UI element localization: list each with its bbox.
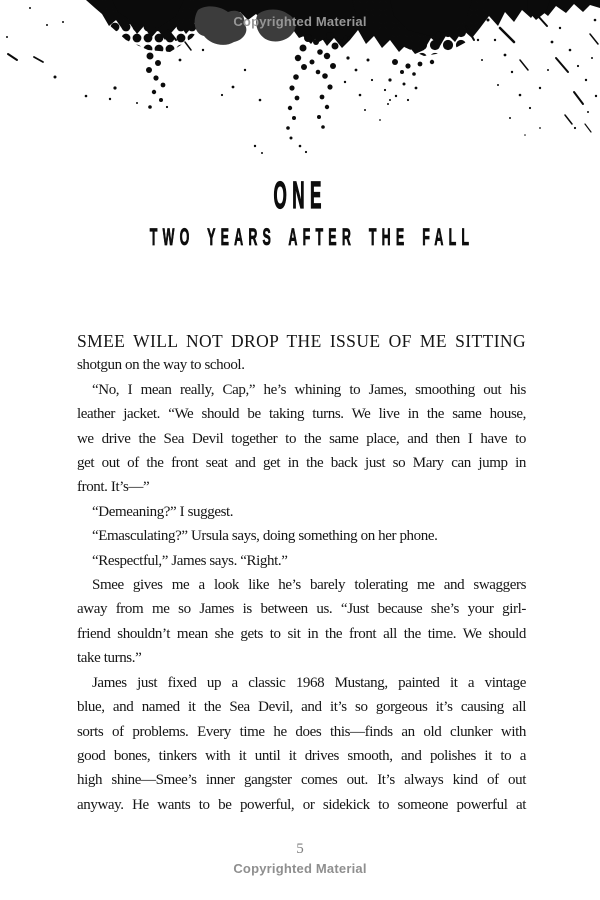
- body-line: get out of the front seat and get in the back just so Mary can jump in: [77, 455, 526, 472]
- body-line: Smee gives me a look like he’s barely tolerating me and swaggers: [92, 577, 526, 594]
- body-line: “Respectful,” James says. “Right.”: [92, 552, 288, 569]
- body-line: good bones, tinkers with it until it drives smooth, and polishes it to a: [77, 747, 526, 764]
- body-line: front. It’s—”: [77, 479, 150, 496]
- body-line: blue, and named it the Sea Devil, and it’s so gorgeous it’s causing all: [77, 699, 526, 716]
- body-line: high shine—Smee’s inner gangster comes out. It’s always kind of out: [77, 772, 526, 789]
- body-line: sorts of problems. Every time he does this—finds an old clunker with: [77, 723, 526, 740]
- copyright-watermark-bottom: Copyrighted Material: [233, 861, 367, 876]
- body-line: “No, I mean really, Cap,” he’s whining to James, smoothing out his: [92, 381, 526, 398]
- body-line: away from me so James is between us. “Just because she’s your girl-: [77, 601, 526, 618]
- body-line: “Demeaning?” I suggest.: [92, 503, 234, 520]
- body-line: we drive the Sea Devil together to the same place, and then I have to: [77, 430, 526, 447]
- body-line: take turns.”: [77, 650, 142, 667]
- body-line: anyway. He wants to be powerful, or sidekick to someone powerful at: [77, 796, 526, 813]
- body-text: [77, 329, 526, 817]
- body-line: friend shouldn’t mean she gets to sit in the front all the time. We should: [77, 625, 526, 642]
- chapter-heading: [0, 175, 600, 251]
- body-line: James just fixed up a classic 1968 Mustang, painted it a vintage: [92, 674, 526, 691]
- body-line: shotgun on the way to school.: [77, 357, 245, 374]
- chapter-subtitle: TWO YEARS AFTER THE FALL: [149, 224, 475, 251]
- page-number: 5: [296, 841, 304, 857]
- body-line: “Emasculating?” Ursula says, doing something on her phone.: [92, 528, 438, 545]
- chapter-number: ONE: [273, 175, 327, 217]
- body-line: leather jacket. “We should be taking turns. We live in the same house,: [77, 406, 526, 423]
- copyright-watermark-top: Copyrighted Material: [233, 14, 367, 29]
- body-line: SMEE WILL NOT DROP THE ISSUE OF ME SITTING: [77, 331, 526, 351]
